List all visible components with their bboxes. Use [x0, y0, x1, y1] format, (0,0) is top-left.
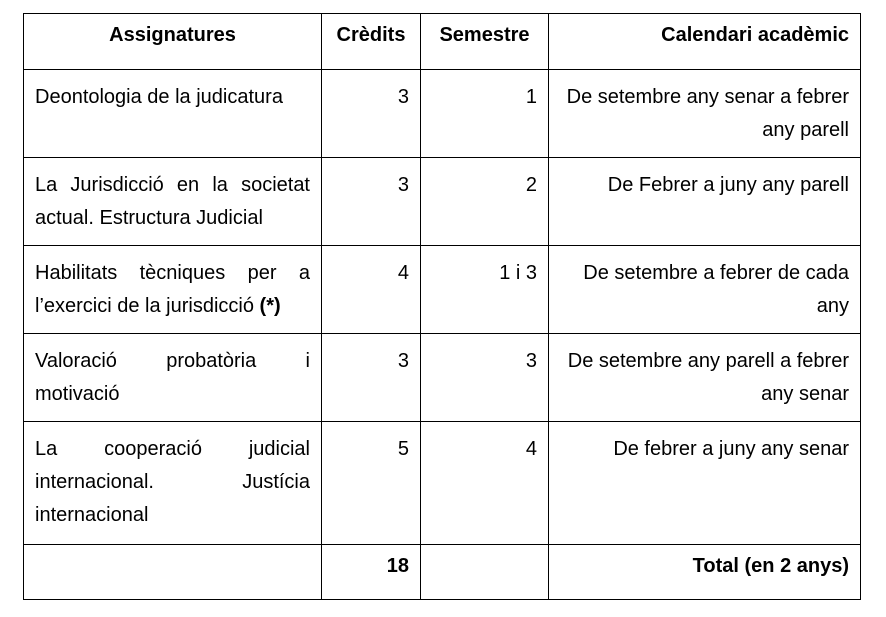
total-empty-cell — [24, 545, 322, 600]
total-label: Total (en 2 anys) — [549, 545, 861, 600]
calendar-cell: De setembre a febrer de cada any — [549, 246, 861, 334]
header-semester: Semestre — [421, 14, 549, 70]
total-row — [24, 545, 861, 600]
calendar-cell: De setembre any senar a febrer any parell — [549, 70, 861, 158]
courses-table — [23, 13, 861, 600]
semester-cell: 1 i 3 — [421, 246, 549, 334]
subject-name: Habilitats tècniques per a l’exercici de la jurisdicció — [35, 262, 310, 317]
semester-cell: 3 — [421, 334, 549, 422]
total-credits: 18 — [322, 545, 421, 600]
subject-name: La Jurisdicció en la societat actual. Estructura Judicial — [35, 174, 310, 229]
calendar-cell: De setembre any parell a febrer any senar — [549, 334, 861, 422]
header-row — [24, 14, 861, 70]
calendar-cell: De febrer a juny any senar — [549, 422, 861, 545]
credits-cell: 3 — [322, 334, 421, 422]
footnote-mark: (*) — [259, 295, 281, 317]
semester-cell: 4 — [421, 422, 549, 545]
table-row — [24, 158, 861, 246]
header-credits: Crèdits — [322, 14, 421, 70]
subject-cell — [24, 158, 322, 246]
credits-cell: 3 — [322, 70, 421, 158]
subject-name: Deontologia de la judicatura — [35, 86, 283, 108]
total-semester-cell — [421, 545, 549, 600]
subject-cell — [24, 334, 322, 422]
header-calendar: Calendari acadèmic — [549, 14, 861, 70]
table-row — [24, 70, 861, 158]
table-row — [24, 422, 861, 545]
calendar-cell: De Febrer a juny any parell — [549, 158, 861, 246]
semester-cell: 1 — [421, 70, 549, 158]
subject-cell — [24, 70, 322, 158]
subject-name: Valoració probatòria i motivació — [35, 350, 310, 405]
subject-cell — [24, 246, 322, 334]
credits-cell: 5 — [322, 422, 421, 545]
semester-cell: 2 — [421, 158, 549, 246]
credits-cell: 4 — [322, 246, 421, 334]
header-subjects: Assignatures — [24, 14, 322, 70]
table-row — [24, 246, 861, 334]
credits-cell: 3 — [322, 158, 421, 246]
subject-name: La cooperació judicial internacional. Justícia internacional — [35, 438, 310, 526]
subject-cell — [24, 422, 322, 545]
table-row — [24, 334, 861, 422]
